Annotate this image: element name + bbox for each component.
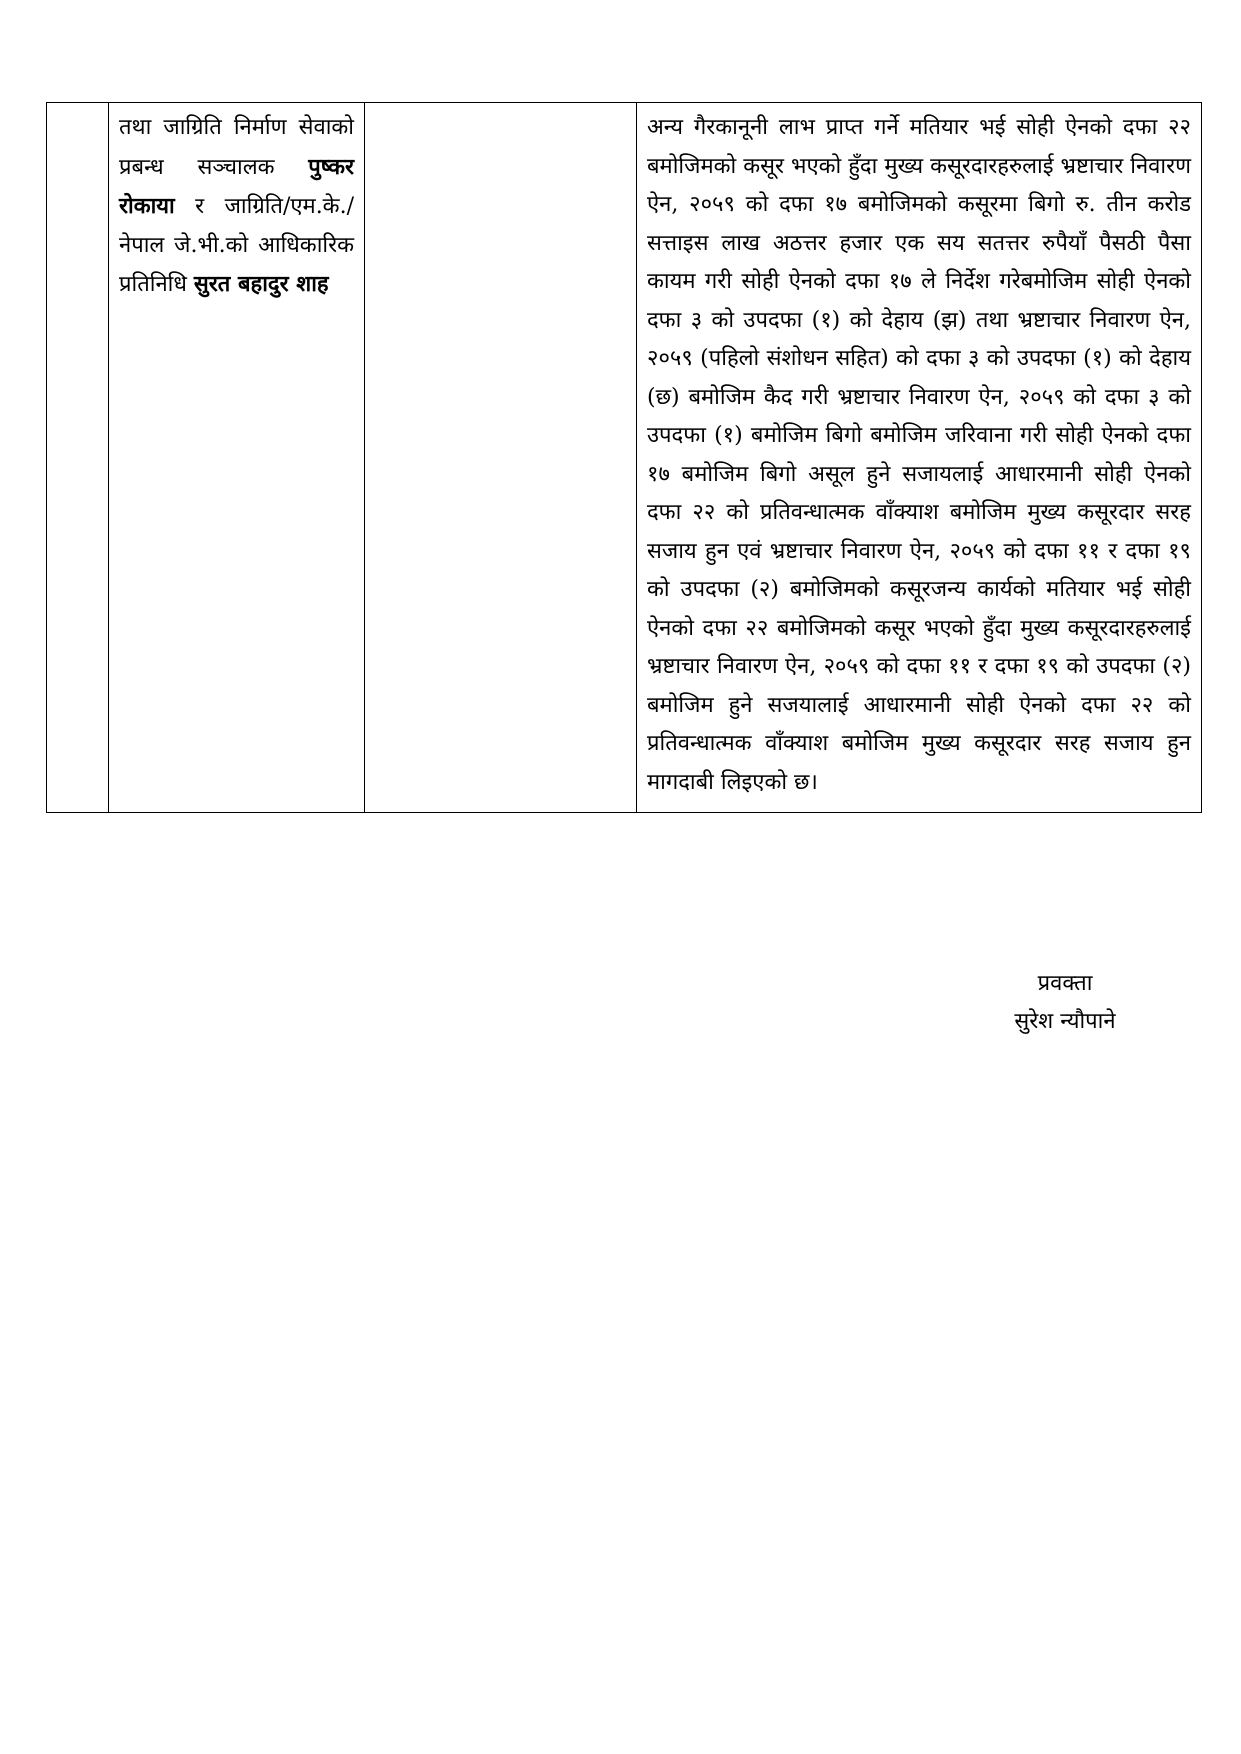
table-row [47,103,1202,813]
defendant-text [119,109,354,305]
empty-cell [365,103,637,813]
defendant-name-2: सुरत बहादुर शाह [193,271,329,297]
defendant-text-part2: र जाग्रिति/एम.के./नेपाल जे.भी.को आधिकारिक प्रतिनिधि [119,194,354,297]
serial-number-cell [47,103,109,813]
signature-title: प्रवक्ता [1037,971,1093,996]
case-table [46,102,1202,813]
defendant-text-part1: तथा जाग्रिति निर्माण सेवाको प्रबन्ध सञ्चालक [119,115,354,180]
signature-block [980,965,1150,1041]
charge-description: अन्य गैरकानूनी लाभ प्राप्त गर्ने मतियार भई सोही ऐनको दफा २२ बमोजिमको कसूर भएको हुँदा मुख्य कसूरदारहरुलाई भ्रष्टाचार निवारण ऐन, २०५९ को दफा १७ बमोजिमको कसूरमा बिगो रु. तीन करोड सत्ताइस लाख अठत्तर हजार एक सय सतत्तर रुपैयाँ पैसठी पैसा कायम गरी सोही ऐनको दफा १७ ले निर्देश गरेबमोजिम सोही ऐनको दफा ३ को उपदफा (१) को देहाय (झ) तथा भ्रष्टाचार निवारण ऐन, २०५९ (पहिलो संशोधन सहित) को दफा ३ को उपदफा (१) को देहाय (छ) बमोजिम कैद गरी भ्रष्टाचार निवारण ऐन, २०५९ को दफा ३ को उपदफा (१) बमोजिम बिगो बमोजिम जरिवाना गरी सोही ऐनको दफा १७ बमोजिम बिगो असूल हुने सजायलाई आधारमानी सोही ऐनको दफा २२ को प्रतिवन्धात्मक वाँक्याश बमोजिम मुख्य कसूरदार सरह सजाय हुन एवं भ्रष्टाचार निवारण ऐन, २०५९ को दफा ११ र दफा १९ को उपदफा (२) बमोजिमको कसूरजन्य कार्यको मतियार भई सोही ऐनको दफा २२ बमोजिमको कसूर भएको हुँदा मुख्य कसूरदारहरुलाई भ्रष्टाचार निवारण ऐन, २०५९ को दफा ११ र दफा १९ को उपदफा (२) बमोजिम हुने सजयालाई आधारमानी सोही ऐनको दफा २२ को प्रतिवन्धात्मक वाँक्याश बमोजिम मुख्य कसूरदार सरह सजाय हुन मागदाबी लिइएको छ। [647,115,1191,795]
signature-name: सुरेश न्यौपाने [1014,1009,1116,1034]
charge-description-cell [637,103,1202,813]
defendant-name-1: पुष्कर रोकाया [119,153,354,219]
defendant-cell [109,103,365,813]
